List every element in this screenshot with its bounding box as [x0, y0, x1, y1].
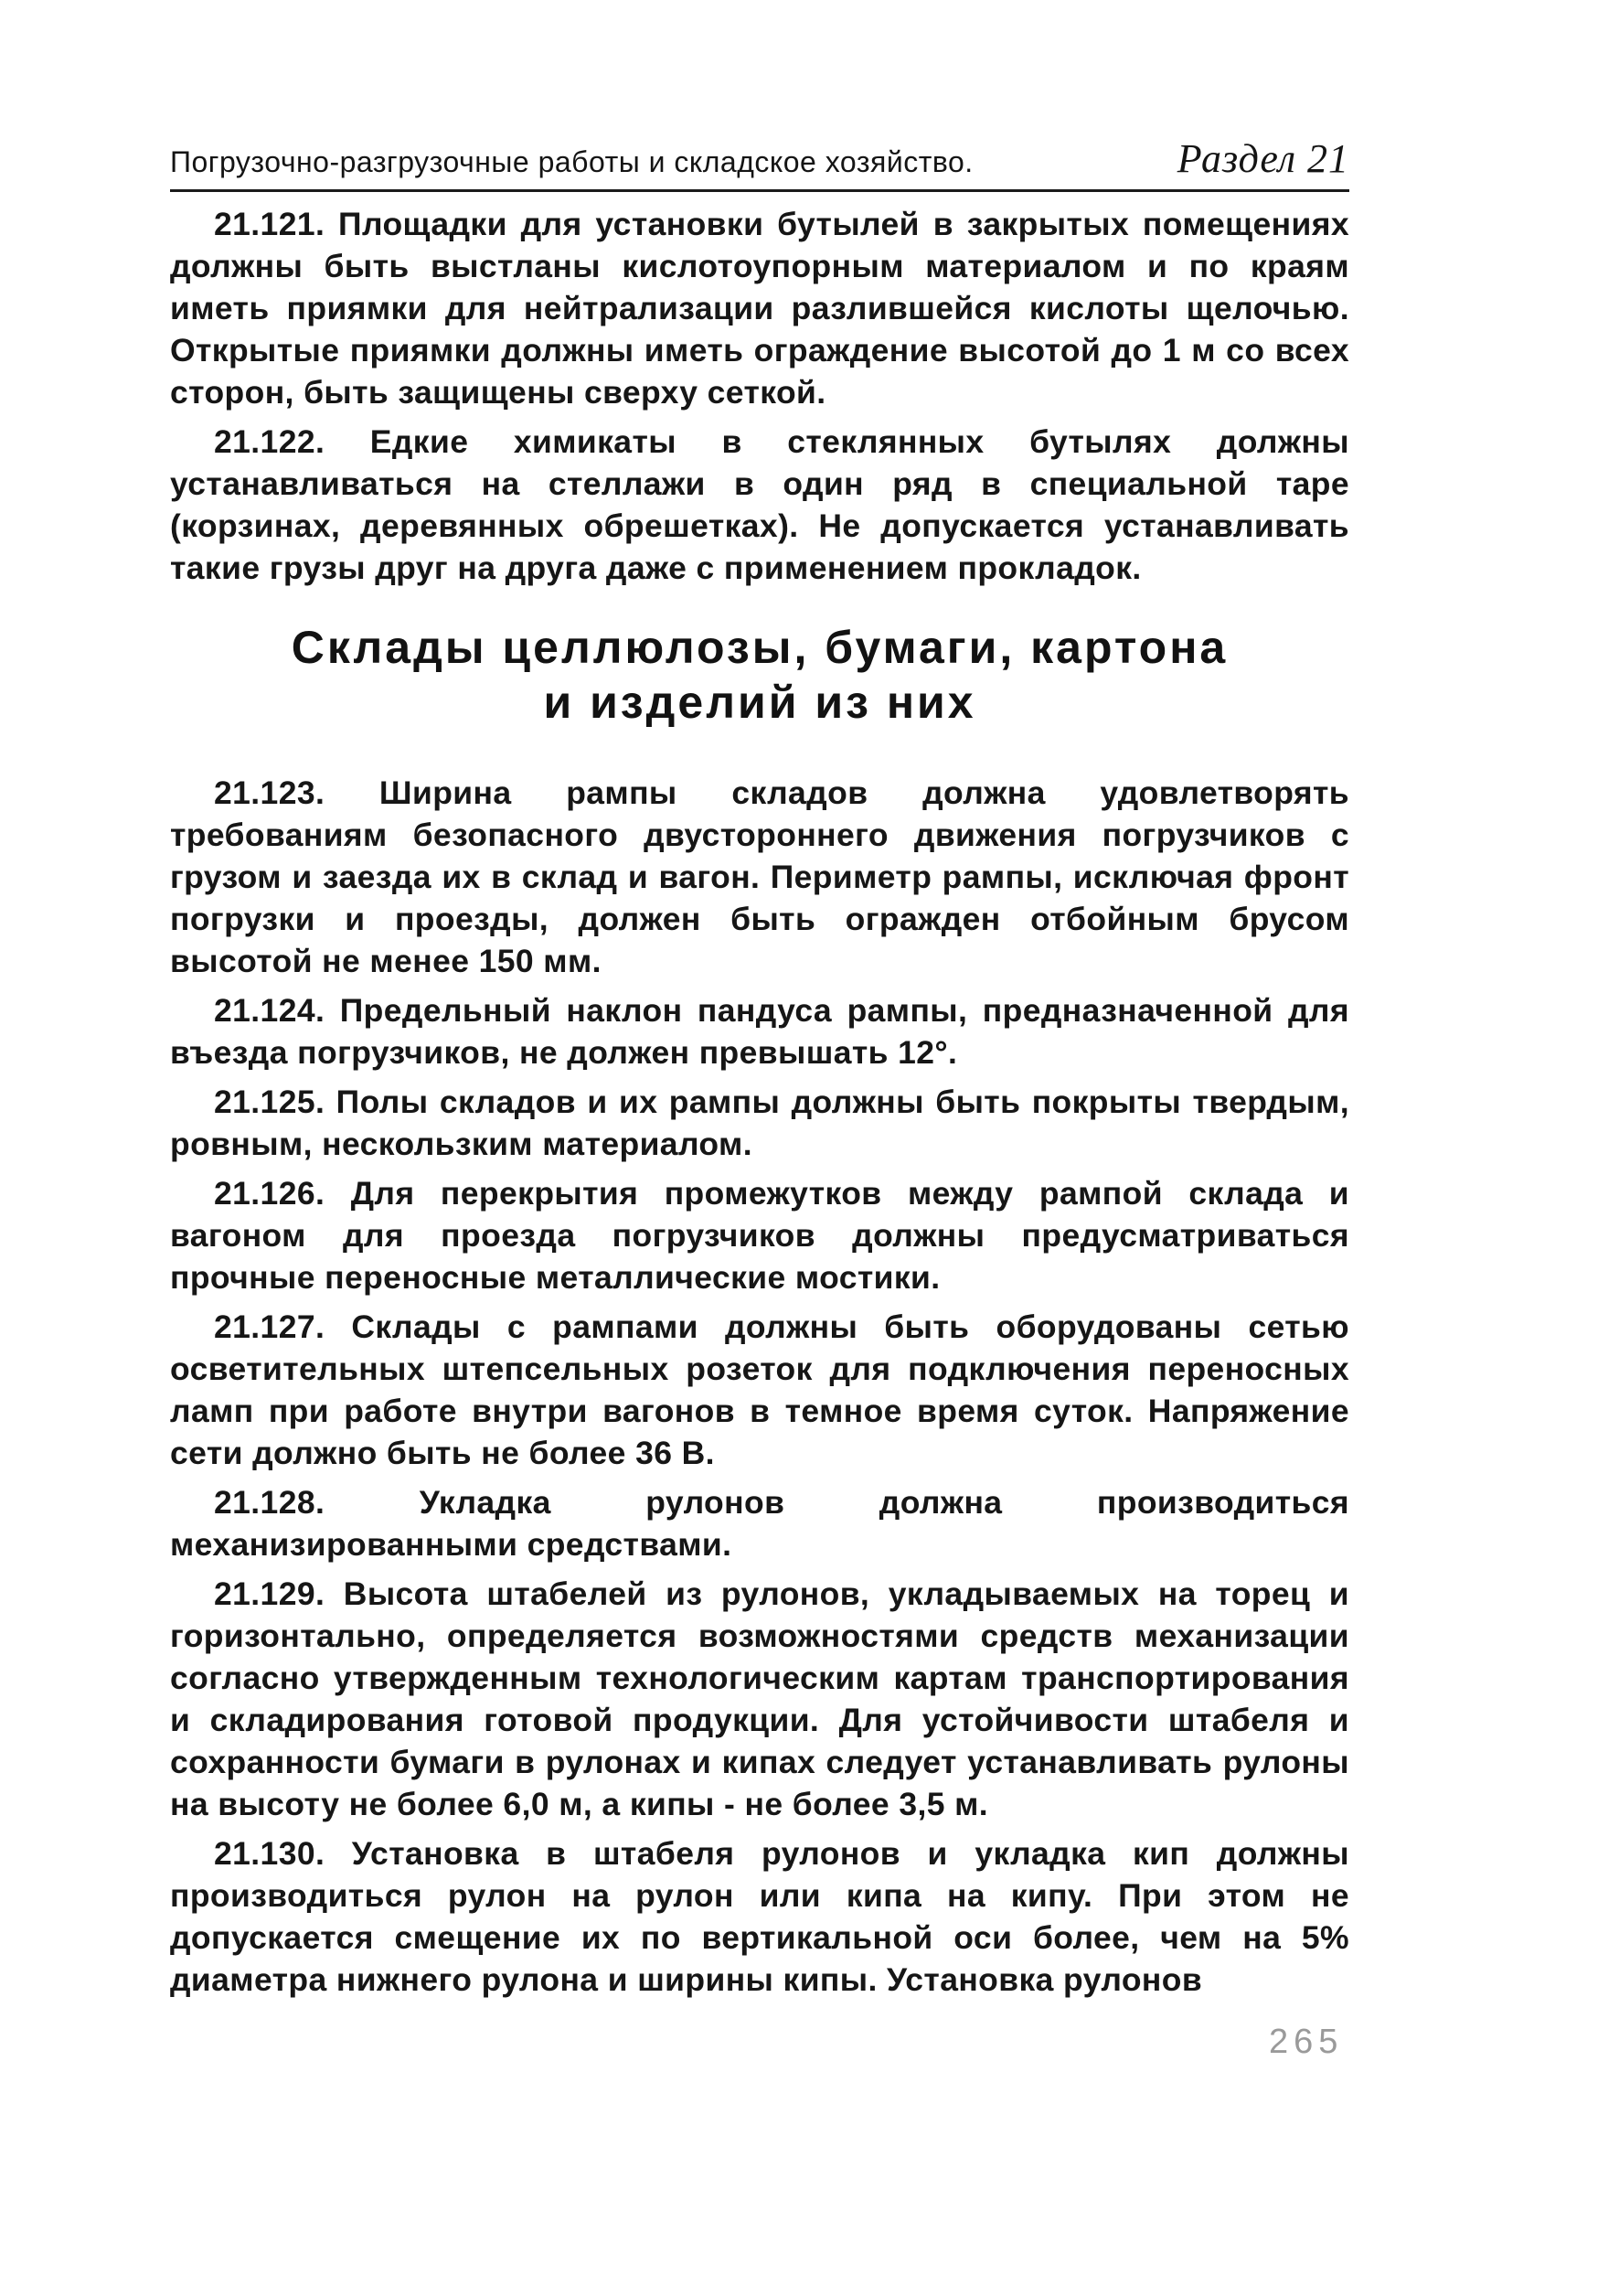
paragraph-group-top — [170, 203, 1349, 589]
section-heading-line-2: и изделий из них — [543, 677, 976, 728]
page-number: 265 — [1269, 2023, 1344, 2061]
document-page — [170, 135, 1349, 2008]
paragraph-21-124: 21.124. Предельный наклон пандуса рампы, предназначенной для въезда погрузчиков, не должен превышать 12°. — [170, 992, 1349, 1071]
paragraph-21-129: 21.129. Высота штабелей из рулонов, укладываемых на торец и горизонтально, определяется возможностями средств механизации согласно утвержденным технологическим картам транспортирования и складирования готовой продукции. Для устойчивости штабеля и сохранности бумаги в рулонах и кипах следует устанавливать рулоны на высоту не более 6,0 м, а кипы - не более 3,5 м. — [170, 1575, 1349, 1822]
running-header-title: Погрузочно-разгрузочные работы и складское хозяйство. — [170, 145, 974, 178]
paragraph-21-125: 21.125. Полы складов и их рампы должны быть покрыты твердым, ровным, нескользким материалом. — [170, 1084, 1349, 1162]
section-label: Раздел 21 — [1177, 136, 1349, 181]
paragraph-group-bottom — [170, 772, 1349, 2001]
paragraph-21-128: 21.128. Укладка рулонов должна производиться механизированными средствами. — [170, 1484, 1349, 1563]
paragraph-21-121: 21.121. Площадки для установки бутылей в закрытых помещениях должны быть выстланы кислотоупорным материалом и по краям иметь приямки для нейтрализации разлившейся кислоты щелочью. Открытые приямки должны иметь ограждение высотой до 1 м со всех сторон, быть защищены сверху сеткой. — [170, 206, 1349, 411]
paragraph-21-123: 21.123. Ширина рампы складов должна удовлетворять требованиям безопасного двустороннего движения погрузчиков с грузом и заезда их в склад и вагон. Периметр рампы, исключая фронт погрузки и проезды, должен быть огражден отбойным брусом высотой не менее 150 мм. — [170, 774, 1349, 979]
section-heading — [170, 620, 1349, 730]
running-header — [170, 135, 1349, 192]
paragraph-21-122: 21.122. Едкие химикаты в стеклянных бутылях должны устанавливаться на стеллажи в один ряд в специальной таре (корзинах, деревянных обрешетках). Не допускается устанавливать такие грузы друг на друга даже с применением прокладок. — [170, 423, 1349, 586]
section-heading-line-1: Склады целлюлозы, бумаги, картона — [291, 622, 1229, 673]
paragraph-21-127: 21.127. Склады с рампами должны быть оборудованы сетью осветительных штепсельных розеток для подключения переносных ламп при работе внутри вагонов в темное время суток. Напряжение сети должно быть не более 36 В. — [170, 1308, 1349, 1471]
paragraph-21-130: 21.130. Установка в штабеля рулонов и укладка кип должны производиться рулон на рулон или кипа на кипу. При этом не допускается смещение их по вертикальной оси более, чем на 5% диаметра нижнего рулона и ширины кипы. Установка рулонов — [170, 1835, 1349, 1998]
paragraph-21-126: 21.126. Для перекрытия промежутков между рампой склада и вагоном для проезда погрузчиков должны предусматриваться прочные переносные металлические мостики. — [170, 1175, 1349, 1296]
